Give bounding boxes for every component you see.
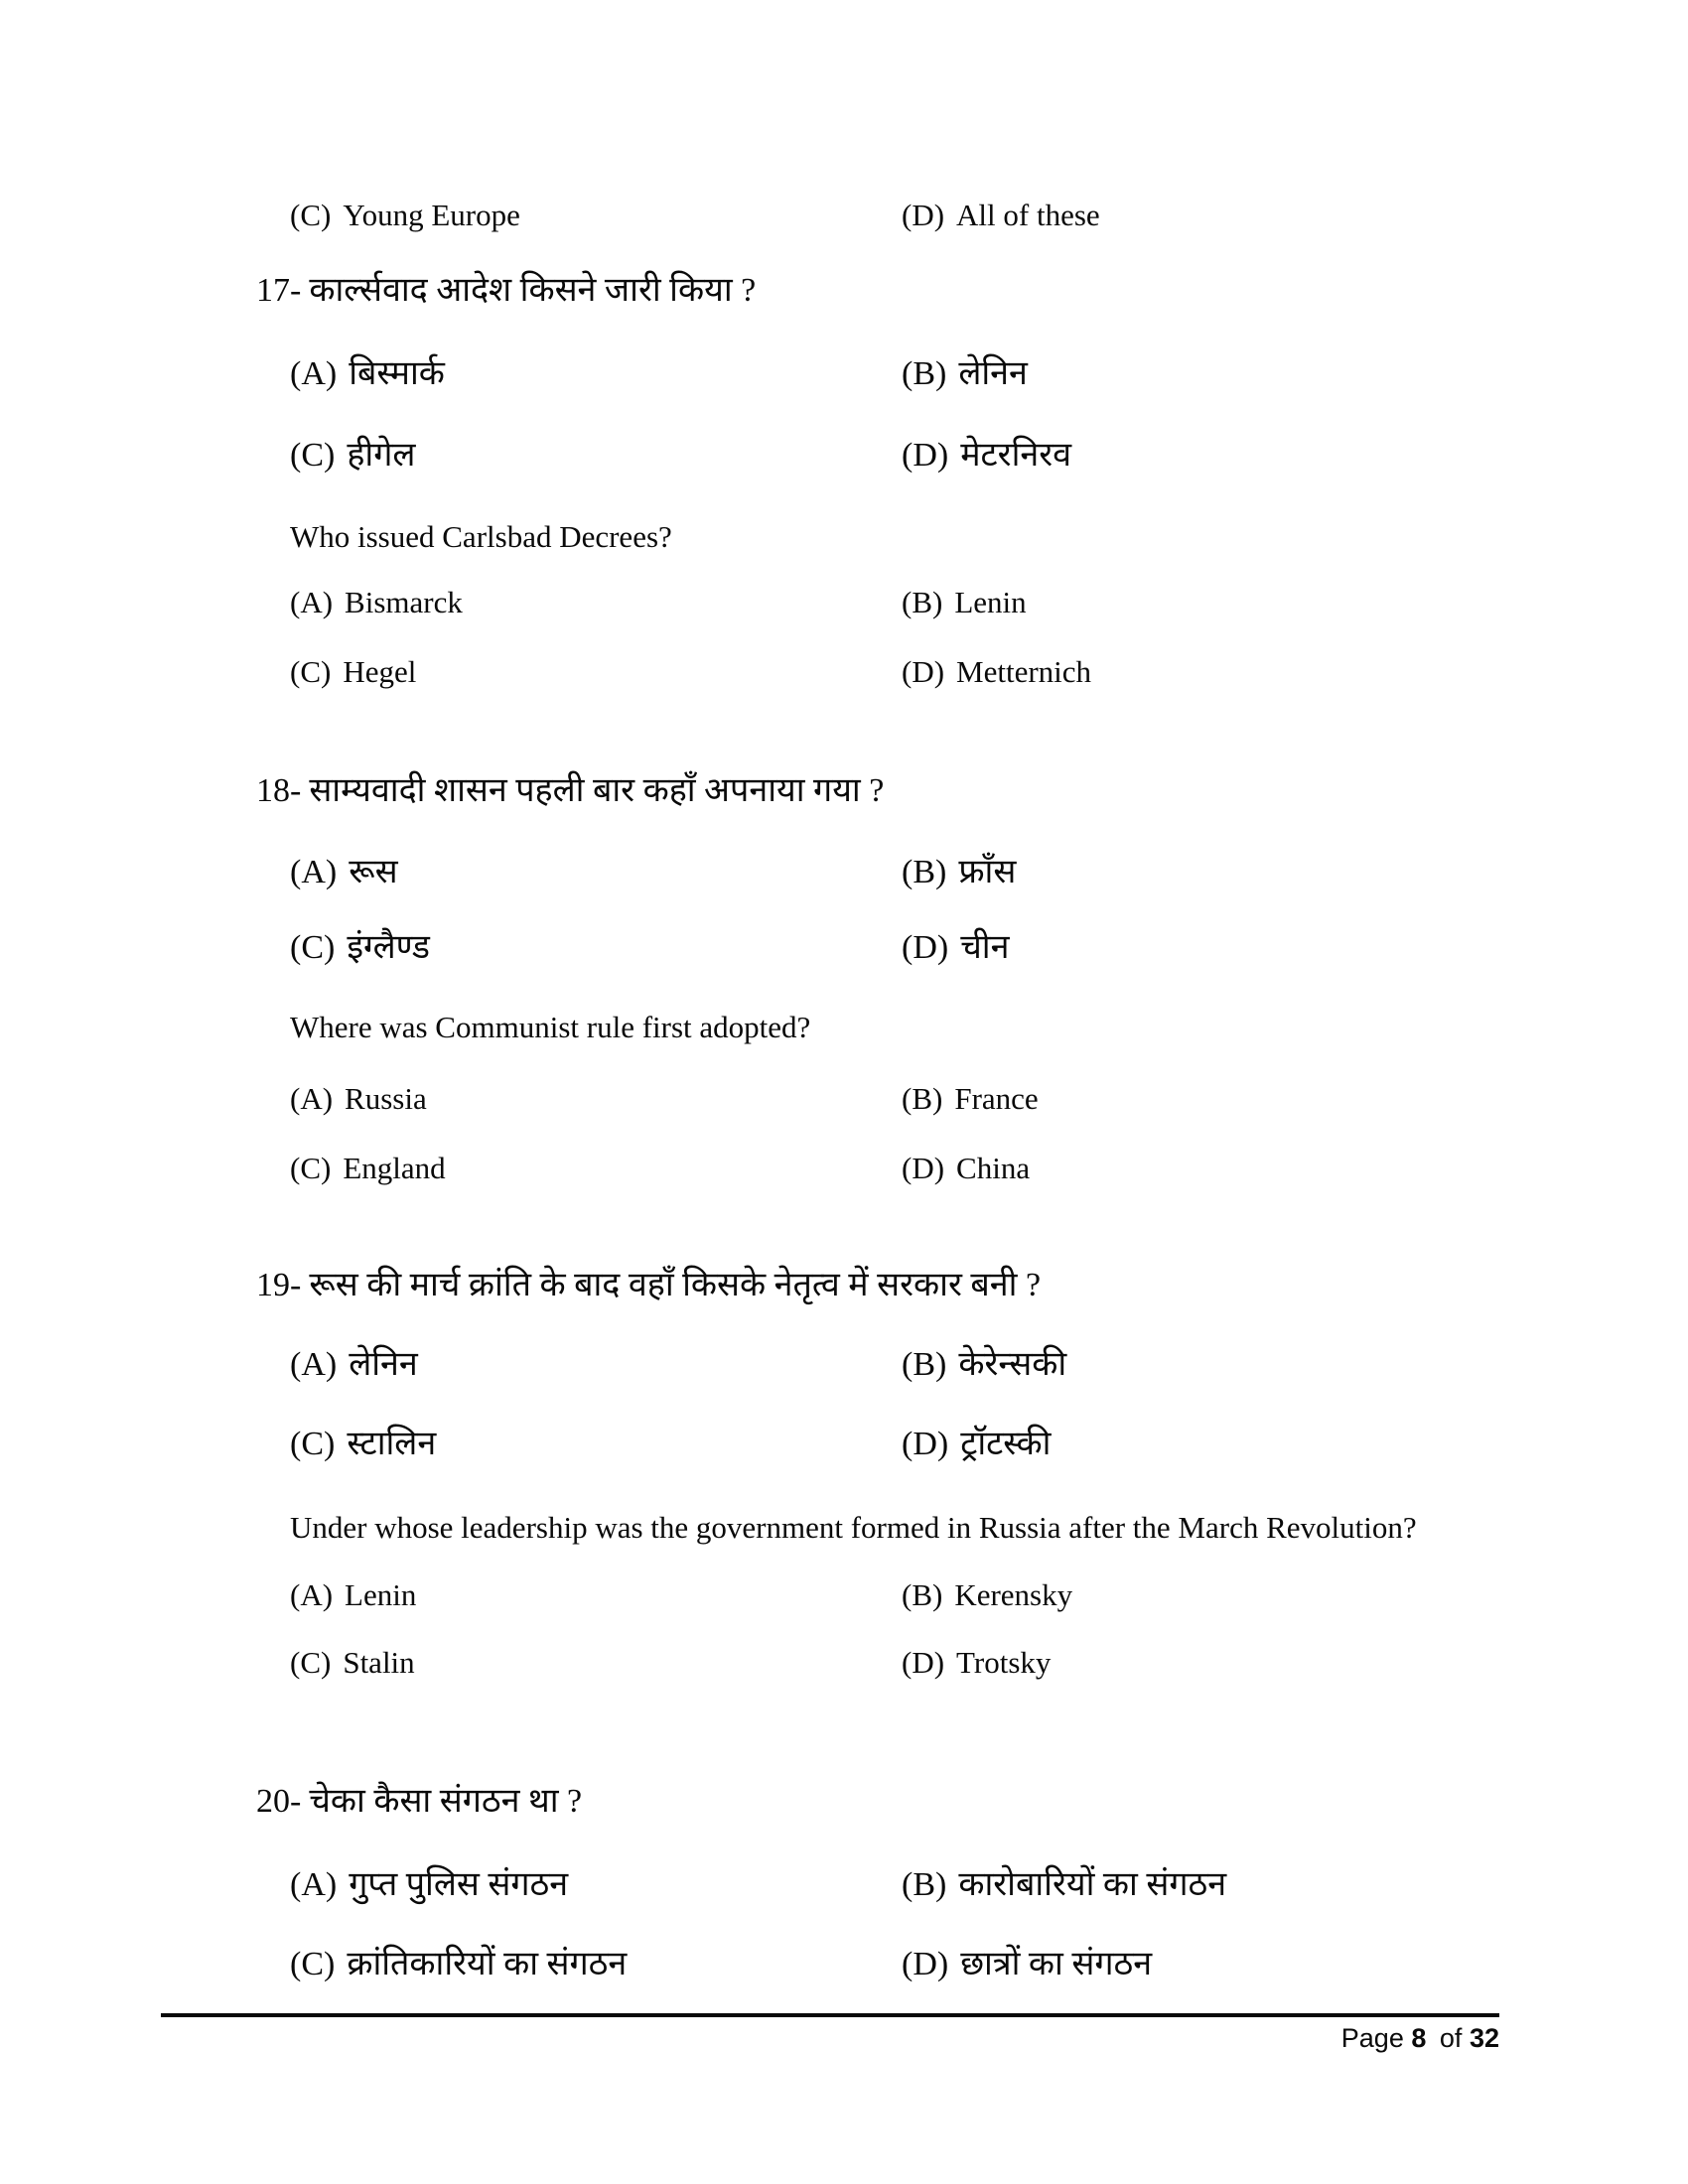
- q17-hindi-option-d: [902, 435, 1071, 478]
- question-19-hindi: [256, 1265, 1041, 1307]
- option-label: (C): [290, 1645, 332, 1680]
- option-label: (D): [902, 1645, 945, 1680]
- q17-english-option-a: [290, 584, 463, 622]
- q20-hindi-option-a: [290, 1864, 568, 1907]
- q18-english-option-c: [290, 1150, 446, 1188]
- option-label: (B): [902, 355, 947, 392]
- option-text: क्रांतिकारियों का संगठन: [347, 1946, 628, 1982]
- option-text: मेटरनिरव: [960, 437, 1072, 474]
- question-number: 19-: [256, 1267, 302, 1303]
- q19-english-option-a: [290, 1576, 416, 1615]
- option-text: रूस: [349, 854, 398, 890]
- question-text: रूस की मार्च क्रांति के बाद वहाँ किसके नेतृत्व में सरकार बनी ?: [309, 1267, 1042, 1303]
- question-text: Where was Communist rule first adopted?: [290, 1010, 811, 1044]
- option-text: China: [956, 1151, 1031, 1185]
- q17-hindi-option-a: [290, 353, 445, 396]
- q19-english-option-d: [902, 1644, 1051, 1683]
- question-19-english: [290, 1509, 1417, 1548]
- option-text: Metternich: [956, 654, 1092, 689]
- option-text: लेनिन: [958, 355, 1028, 392]
- option-label: (C): [290, 1151, 332, 1185]
- question-text: साम्यवादी शासन पहली बार कहाँ अपनाया गया ?: [309, 772, 885, 809]
- option-text: लेनिन: [349, 1346, 418, 1383]
- option-label: (D): [902, 1151, 945, 1185]
- page-footer: [161, 2023, 1499, 2054]
- option-label: (D): [902, 437, 949, 474]
- q19-english-option-b: [902, 1576, 1072, 1615]
- option-label: (C): [290, 1426, 336, 1462]
- option-label: (D): [902, 1946, 949, 1982]
- option-text: इंग्लैण्ड: [347, 929, 430, 966]
- option-text: Kerensky: [954, 1577, 1073, 1612]
- option-label: (D): [902, 1426, 949, 1462]
- question-text: Under whose leadership was the government formed in Russia after the March Revolution?: [290, 1510, 1417, 1545]
- q18-english-option-d: [902, 1150, 1030, 1188]
- q20-hindi-option-b: [902, 1864, 1226, 1907]
- footer-total-pages: 32: [1469, 2023, 1499, 2053]
- prev-option-c: [290, 197, 520, 235]
- footer-page-label: Page: [1340, 2023, 1404, 2053]
- question-text: चेका कैसा संगठन था ?: [309, 1783, 583, 1820]
- question-number: 17-: [256, 272, 302, 309]
- option-label: (A): [290, 854, 338, 890]
- option-text: Trotsky: [956, 1645, 1052, 1680]
- q20-hindi-option-c: [290, 1944, 627, 1986]
- q17-hindi-option-b: [902, 353, 1028, 396]
- question-number: 18-: [256, 772, 302, 809]
- q19-hindi-option-c: [290, 1424, 436, 1466]
- q18-hindi-option-b: [902, 852, 1016, 894]
- option-label: (D): [902, 654, 945, 689]
- q18-hindi-option-d: [902, 927, 1009, 970]
- q17-english-option-d: [902, 653, 1091, 692]
- q18-hindi-option-a: [290, 852, 398, 894]
- option-text: ट्रॉटस्की: [960, 1426, 1052, 1462]
- q17-english-option-b: [902, 584, 1027, 622]
- option-label: (B): [902, 854, 947, 890]
- option-label: (B): [902, 1866, 947, 1903]
- option-label: (A): [290, 585, 334, 619]
- question-20-hindi: [256, 1781, 582, 1824]
- option-text: चीन: [960, 929, 1010, 966]
- q19-hindi-option-b: [902, 1344, 1066, 1387]
- option-text: छात्रों का संगठन: [960, 1946, 1153, 1982]
- option-label: (A): [290, 1081, 334, 1116]
- q17-hindi-option-c: [290, 435, 415, 478]
- option-label: (D): [902, 929, 949, 966]
- option-label: (C): [290, 929, 336, 966]
- option-text: All of these: [956, 198, 1100, 232]
- option-text: केरेन्सकी: [958, 1346, 1067, 1383]
- question-number: 20-: [256, 1783, 302, 1820]
- option-text: England: [343, 1151, 446, 1185]
- option-label: (A): [290, 1866, 338, 1903]
- question-18-english: [290, 1009, 810, 1047]
- option-text: Hegel: [343, 654, 417, 689]
- option-label: (B): [902, 585, 943, 619]
- q18-hindi-option-c: [290, 927, 430, 970]
- option-label: (D): [902, 198, 945, 232]
- q19-hindi-option-a: [290, 1344, 418, 1387]
- question-18-hindi: [256, 770, 884, 813]
- option-text: बिस्मार्क: [349, 355, 445, 392]
- question-17-hindi: [256, 270, 756, 313]
- option-label: (C): [290, 198, 332, 232]
- option-label: (A): [290, 1577, 334, 1612]
- option-text: Lenin: [954, 585, 1027, 619]
- option-text: हीगेल: [347, 437, 416, 474]
- option-text: Russia: [345, 1081, 427, 1116]
- q19-english-option-c: [290, 1644, 415, 1683]
- option-label: (A): [290, 355, 338, 392]
- option-label: (B): [902, 1346, 947, 1383]
- option-label: (C): [290, 437, 336, 474]
- option-label: (A): [290, 1346, 338, 1383]
- q20-hindi-option-d: [902, 1944, 1152, 1986]
- option-text: Stalin: [343, 1645, 415, 1680]
- q18-english-option-a: [290, 1080, 427, 1119]
- prev-option-d: [902, 197, 1100, 235]
- option-text: गुप्त पुलिस संगठन: [349, 1866, 569, 1903]
- option-text: Bismarck: [345, 585, 463, 619]
- option-text: France: [954, 1081, 1039, 1116]
- footer-of-label: of: [1439, 2023, 1463, 2053]
- footer-page-number: 8: [1411, 2023, 1427, 2053]
- q19-hindi-option-d: [902, 1424, 1051, 1466]
- question-text: कार्ल्सवाद आदेश किसने जारी किया ?: [309, 272, 757, 309]
- question-text: Who issued Carlsbad Decrees?: [290, 519, 672, 554]
- option-text: Lenin: [345, 1577, 417, 1612]
- option-text: कारोबारियों का संगठन: [958, 1866, 1227, 1903]
- q18-english-option-b: [902, 1080, 1039, 1119]
- option-label: (C): [290, 1946, 336, 1982]
- option-label: (B): [902, 1081, 943, 1116]
- option-label: (B): [902, 1577, 943, 1612]
- option-text: स्टालिन: [347, 1426, 437, 1462]
- option-label: (C): [290, 654, 332, 689]
- footer-divider: [161, 2013, 1499, 2017]
- option-text: Young Europe: [343, 198, 520, 232]
- q17-english-option-c: [290, 653, 416, 692]
- question-17-english: [290, 518, 672, 557]
- option-text: फ्राँस: [958, 854, 1017, 890]
